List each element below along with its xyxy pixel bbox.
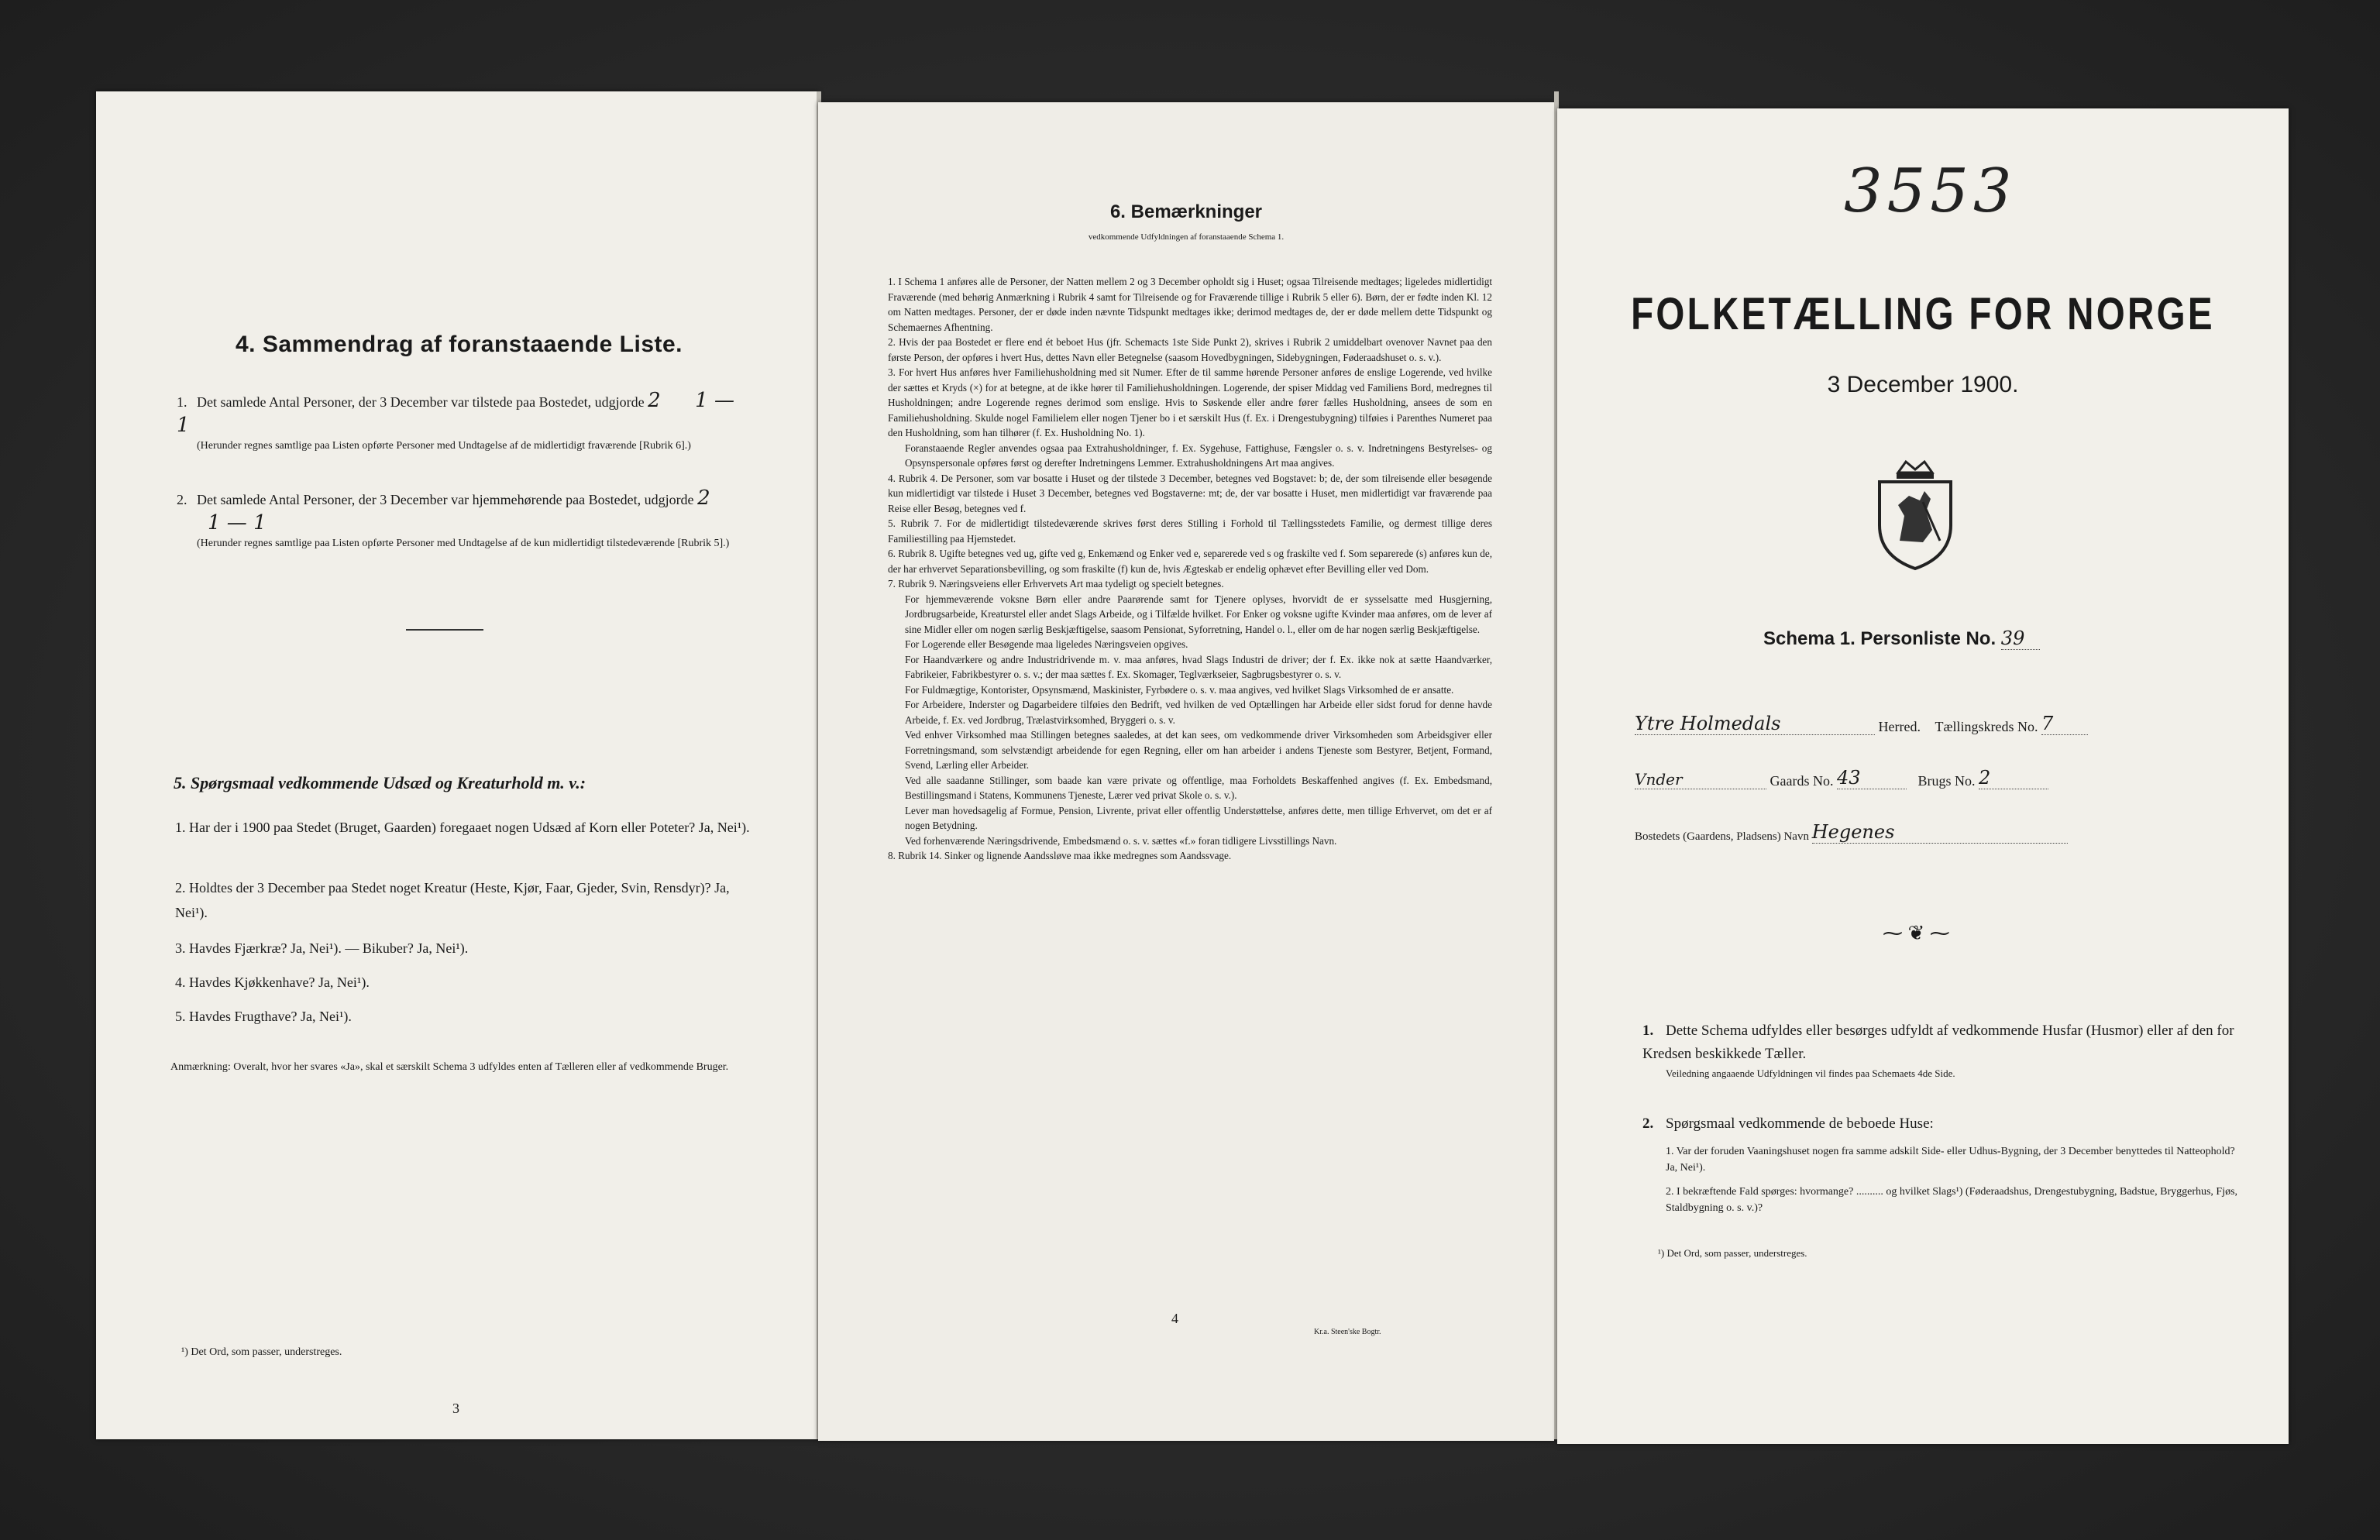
item1-handwriting: 1 — 1 — [177, 389, 734, 437]
gaard-value: 43 — [1837, 767, 1907, 789]
remark-paragraph: For hjemmeværende voksne Børn eller andre Paarørende samt for Tjenere oplyses, hvorvidt de er sysselsatte med Husgjerning, Jordbrugsarbeide, Kreaturstel eller andet Slags Arbeide, og i Tilfælde hvilket. For Enker og voksne ugifte Kvinder maa anføres, om de lever af sine Midler eller om nogen særlig Beskjæftigelse, saasom Pensionat, Syforretning, Handel o. l., eller om de har nogen særlig Beskjæftigelse. — [905, 593, 1492, 635]
remark-paragraph: Ved alle saadanne Stillinger, som baade kan være private og offentlige, maa Forholdets Beskaffenhed angives (f. Ex. Embedsmand, Bestillingsmand i Statens, Kommunens Tjeneste, Lærer ved privat Skole o. s. v.). — [905, 774, 1492, 801]
middle-page — [818, 102, 1554, 1441]
remark-paragraph: For Fuldmægtige, Kontorister, Opsynsmænd, Maskinister, Fyrbødere o. s. v. maa angives, ved hvilket Slags Virksomhed de er ansatte. — [905, 683, 1454, 696]
herred-line — [1635, 713, 2088, 735]
tk-value: 7 — [2041, 713, 2088, 735]
instruction-1-text: Dette Schema udfyldes eller besørges udfyldt af vedkommende Husfar (Husmor) eller af den for Kredsen beskikkede Tæller. — [1642, 1023, 2234, 1062]
footnote: ¹) Det Ord, som passer, understreges. — [1658, 1247, 1807, 1259]
item2-note: (Herunder regnes samtlige paa Listen opførte Personer med Undtagelse af de kun midlertidigt tilstedeværende [Rubrik 5].) — [197, 538, 730, 549]
section4-title: 4. Sammendrag af foranstaaende Liste. — [236, 332, 683, 357]
remark-paragraph: 1. I Schema 1 anføres alle de Personer, der Natten mellem 2 og 3 December opholdt sig i Huset; ogsaa Tilreisende medtages; ligeledes midlertidigt Fraværende (med behørig Anmærkning i Rubrik 4 samt for Tilreisende og for Fraværende tillige i Rubrik 5 eller 6). Børn, der er fødte inden Kl. 12 om Natten medtages. Personer, der er døde inden nævnte Tidspunkt medtages ikke; derimod medtages de, der er døde mellem dette Tidspunkt og Schemaernes Afhentning. — [888, 276, 1492, 333]
brugs-value: 2 — [1979, 767, 2048, 789]
herred-value: Ytre Holmedals — [1635, 713, 1875, 735]
remark-paragraph: 6. Rubrik 8. Ugifte betegnes ved ug, gifte ved g, Enkemænd og Enker ved e, separerede ved s og fraskilte ved f. Som separerede (s) anføres kun de, der har erhvervet Separationsbevilling, og som fraskilte (f) kun de, hvis Ægteskab er endelig ophævet efter Bevilling eller ved Dom. — [888, 548, 1492, 575]
bosted-line — [1635, 821, 2068, 844]
question-5: 5. Havdes Frugthave? Ja, Nei¹). — [175, 1009, 352, 1024]
remark-paragraph: For Haandværkere og andre Industridrivende m. v. maa anføres, hvad Slags Industri de driver; der f. Ex. ikke nok at sætte Haandværker, Fabrikeier, Fabrikbestyrer o. s. v.; der maa sættes f. Ex. Skomager, Teglværkseier, Sagbrugsbestyrer o. s. v. — [905, 653, 1492, 680]
remark-paragraph: 4. Rubrik 4. De Personer, som var bosatte i Huset og der tilstede 3 December, betegnes ved Bogstavet: b; de, der som tilreisende eller besøgende kun midlertidigt var tilstede i Huset 3 December, betegnes ved Bogstaverne: mt; de, der var bosatte i Huset, men midlertidigt var fraværende paa Reise eller Besøg, betegnes ved f. — [888, 472, 1492, 514]
instruction-2: 2. Spørgsmaal vedkommende de beboede Huse: 1. Var der foruden Vaaningshuset nogen fra samme adskilt Side- eller Udhus-Bygning, der 3 December benyttedes til Natteophold? Ja, Nei¹). 2. I bekræftende Fald spørges: hvormange? .......... og hvilket Slags¹) (Føderaadshus, Drengestubygning, Badstue, Bryggerhus, Fjøs, Staldbygning o. s. v.)? — [1642, 1112, 2239, 1216]
tk-label: Tællingskreds No. — [1935, 719, 2038, 734]
schema-label — [1763, 627, 2040, 650]
gaard-line — [1635, 767, 2048, 789]
instruction-2-text: Spørgsmaal vedkommende de beboede Huse: — [1666, 1115, 1934, 1132]
question-2: 2. Holdtes der 3 December paa Stedet noget Kreatur (Heste, Kjør, Faar, Gjeder, Svin, Rensdyr)? Ja, Nei¹). — [175, 880, 730, 920]
census-title: FOLKETÆLLING FOR NORGE — [1631, 289, 2215, 339]
section5-title: 5. Spørgsmaal vedkommende Udsæd og Kreaturhold m. v.: — [174, 773, 586, 792]
remark-paragraph: 5. Rubrik 7. For de midlertidigt tilstedeværende skrives først deres Stilling i Forhold til Tællingsstedets Familie, og dermest tillige deres Familiestilling paa Hjemstedet. — [888, 517, 1492, 545]
item1-note: (Herunder regnes samtlige paa Listen opførte Personer med Undtagelse af de midlertidigt fraværende [Rubrik 6].) — [197, 440, 691, 452]
bosted-label: Bostedets (Gaardens, Pladsens) Navn — [1635, 830, 1809, 843]
brugs-label: Brugs No. — [1917, 773, 1976, 789]
census-date: 3 December 1900. — [1827, 372, 2019, 397]
question-4: 4. Havdes Kjøkkenhave? Ja, Nei¹). — [175, 975, 370, 990]
question-3: 3. Havdes Fjærkræ? Ja, Nei¹). — Bikuber? Ja, Nei¹). — [175, 940, 469, 956]
herred-label: Herred. — [1878, 719, 1921, 734]
remark-paragraph: Ved enhver Virksomhed maa Stillingen betegnes saaledes, at det kan sees, om vedkommende driver Virksomheden som Arbeidsgiver eller Forretningsmand, som selvstændigt arbeidende for egen Regning, eller om han arbeider i andens Tjeneste som Bestyrer, Betjent, Formand, Svend, Lærling eller Arbeider. — [905, 729, 1492, 771]
page-number: 3 — [452, 1401, 459, 1416]
remark-paragraph: 3. For hvert Hus anføres hver Familiehusholdning med sit Numer. Efter de til samme hørende Personer anføres de enslige Logerende, ved hvilke der sættes et Kryds (×) for at betegne, at de ikke hører til Familiehusholdningen. Logerende, der spiser Middag ved Familiens Bord, medregnes til Husholdningen; andre Logerende regnes derimod som enslige. Hvis to Søskende eller andre fører fælles Husholdning, ansees de som en Familiehusholdning. Skulde nogel Familielem eller nogen Tjener bo i et særskilt Hus (f. Ex. i Drengestubygning) tilføies i Parenthes Numeret paa den Husholdning, som han tilhører (f. Ex. Husholdning No. 1). — [888, 366, 1492, 438]
divider — [406, 629, 483, 631]
instruction-1: 1. Dette Schema udfyldes eller besørges udfyldt af vedkommende Husfar (Husmor) eller af den for Kredsen beskikkede Tæller. Veiledning angaaende Udfyldningen vil findes paa Schemaets 4de Side. — [1642, 1019, 2239, 1081]
item1-text: Det samlede Antal Personer, der 3 December var tilstede paa Bostedet, udgjorde — [197, 394, 645, 410]
bosted-value: Hegenes — [1812, 821, 2068, 844]
remark-paragraph: Foranstaaende Regler anvendes ogsaa paa Extrahusholdninger, f. Ex. Sygehuse, Fattighuse, Fængsler o. s. v. Indretningens Bestyrelses- og Opsynspersonale opføres først og derefter Indretningens Lemmer. Extrahusholdningens Art maa angives. — [905, 442, 1492, 469]
item1-value: 2 — [648, 389, 661, 412]
remark-paragraph: 8. Rubrik 14. Sinker og lignende Aandssløve maa ikke medregnes som Aandssvage. — [888, 850, 1232, 861]
remark-paragraph: 7. Rubrik 9. Næringsveiens eller Erhvervets Art maa tydeligt og specielt betegnes. — [888, 578, 1224, 590]
remarks-subtitle: vedkommende Udfyldningen af foranstaaende Schema 1. — [1088, 232, 1285, 242]
remarks-body — [888, 274, 1492, 864]
coat-of-arms-icon — [1869, 455, 1962, 572]
item2-handwriting: 1 — 1 — [208, 511, 267, 535]
remark-paragraph: For Arbeidere, Inderster og Dagarbeidere tilføies den Bedrift, ved hvilken de ved Optællingen har Arbeide eller sidst forud for denne havde Arbeide, f. Ex. ved Jordbrug, Trælastvirksomhed, Bryggeri o. s. v. — [905, 699, 1492, 726]
instruction-2-2: 2. I bekræftende Fald spørges: hvormange? .......... og hvilket Slags¹) (Føderaadshus, Drengestubygning, Badstue, Bryggerhus, Fjøs, Staldbygning o. s. v.)? — [1666, 1186, 2238, 1214]
archive-number: 3553 — [1844, 156, 2017, 226]
item2-text: Det samlede Antal Personer, der 3 December var hjemmehørende paa Bostedet, udgjorde — [197, 492, 694, 507]
instruction-1-note: Veiledning angaaende Udfyldningen vil findes paa Schemaets 4de Side. — [1666, 1067, 1955, 1079]
footnote: ¹) Det Ord, som passer, understreges. — [181, 1346, 342, 1358]
remark-paragraph: Lever man hovedsagelig af Formue, Pension, Livrente, privat eller offentlig Understøttelse, anføres dette, men tillige Erhvervet, om det er af nogen Betydning. — [905, 804, 1492, 831]
page-number: 4 — [1171, 1311, 1178, 1326]
remark-paragraph: 2. Hvis der paa Bostedet er flere end ét beboet Hus (jfr. Schemacts 1ste Side Punkt 2), skrives i Rubrik 2 umiddelbart ovenover Navnet paa den første Person, der opføres i hvert Hus, dettes Navn eller Betegnelse (saasom Hovedbygningen, Sidebygningen, Føderaadshuset o. s. v.). — [888, 336, 1492, 363]
item2-value: 2 — [697, 486, 710, 510]
summary-item-1: 1. Det samlede Antal Personer, der 3 December var tilstede paa Bostedet, udgjorde 2 1 — 1 (Herunder regnes samtlige paa Listen opførte Personer med Undtagelse af de midlertidigt fraværende [Rubrik 6].) — [177, 389, 750, 454]
ornament-icon: ⁓ ❦ ⁓ — [1883, 922, 1950, 944]
printer-credit: Kr.a. Steen'ske Bogtr. — [1314, 1328, 1381, 1336]
summary-item-2: 2. Det samlede Antal Personer, der 3 December var hjemmehørende paa Bostedet, udgjorde 2 1 — 1 (Herunder regnes samtlige paa Listen opførte Personer med Undtagelse af de kun midlertidigt tilstedeværende [Rubrik 5].) — [177, 486, 750, 552]
schema-label-text: Schema 1. Personliste No. — [1763, 628, 1997, 649]
left-page — [96, 91, 818, 1439]
remark-paragraph: For Logerende eller Besøgende maa ligeledes Næringsveien opgives. — [905, 638, 1188, 650]
anmaerkning-note: Anmærkning: Overalt, hvor her svares «Ja», skal et særskilt Schema 3 udfyldes enten af Tælleren eller af vedkommende Bruger. — [170, 1061, 729, 1073]
remark-paragraph: Ved forhenværende Næringsdrivende, Embedsmænd o. s. v. sættes «f.» foran tidligere Livsstillings Navn. — [905, 834, 1337, 847]
remarks-title: 6. Bemærkninger — [1109, 201, 1263, 222]
schema-number: 39 — [2001, 627, 2040, 650]
gaard-label: Gaards No. — [1770, 773, 1834, 789]
instruction-2-1: 1. Var der foruden Vaaningshuset nogen fra samme adskilt Side- eller Udhus-Bygning, der 3 December benyttedes til Natteophold? Ja, Nei¹). — [1666, 1146, 2235, 1174]
right-page — [1557, 108, 2289, 1444]
question-1: 1. Har der i 1900 paa Stedet (Bruget, Gaarden) foregaaet nogen Udsæd af Korn eller Poteter? Ja, Nei¹). — [175, 820, 750, 835]
gaard-prefix: Vnder — [1635, 770, 1766, 789]
